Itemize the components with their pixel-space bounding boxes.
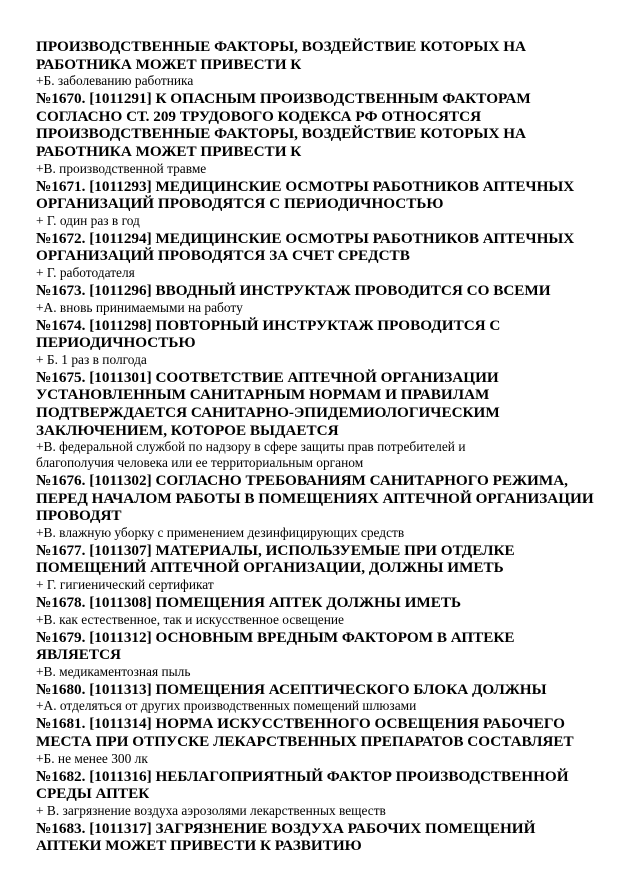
question-text: №1675. [1011301] СООТВЕТСТВИЕ АПТЕЧНОЙ ОРГАНИЗАЦИИ УСТАНОВЛЕННЫМ САНИТАРНЫМ НОРМАМ И ПРАВИЛАМ ПОДТВЕРЖДАЕТСЯ САНИТАРНО-ЭПИДЕМИОЛОГИЧЕСКИМ ЗАКЛЮЧЕНИЕМ, КОТОРОЕ ВЫДАЕТСЯ: [36, 368, 500, 439]
question-text: №1681. [1011314] НОРМА ИСКУССТВЕННОГО ОСВЕЩЕНИЯ РАБОЧЕГО МЕСТА ПРИ ОТПУСКЕ ЛЕКАРСТВЕННЫХ ПРЕПАРАТОВ СОСТАВЛЯЕТ: [36, 715, 574, 751]
answer-text: + Б. 1 раз в полгода: [36, 351, 147, 367]
answer-text: +Б. не менее 300 лк: [36, 750, 148, 766]
answer-text: +В. производственной травме: [36, 160, 207, 176]
answer-text: +В. федеральной службой по надзору в сфере защиты прав потребителей и благополучия человека или ее территориальным органом: [36, 439, 466, 471]
question-text: №1671. [1011293] МЕДИЦИНСКИЕ ОСМОТРЫ РАБОТНИКОВ АПТЕЧНЫХ ОРГАНИЗАЦИЙ ПРОВОДЯТСЯ С ПЕРИОДИЧНОСТЬЮ: [36, 177, 575, 213]
question-text: №1683. [1011317] ЗАГРЯЗНЕНИЕ ВОЗДУХА РАБОЧИХ ПОМЕЩЕНИЙ АПТЕКИ МОЖЕТ ПРИВЕСТИ К РАЗВИТИЮ: [36, 819, 536, 855]
answer-text: +В. медикаментозная пыль: [36, 663, 191, 679]
question-text: №1670. [1011291] К ОПАСНЫМ ПРОИЗВОДСТВЕННЫМ ФАКТОРАМ СОГЛАСНО СТ. 209 ТРУДОВОГО КОДЕКСА РФ ОТНОСЯТСЯ ПРОИЗВОДСТВЕННЫЕ ФАКТОРЫ, ВОЗДЕЙСТВИЕ КОТОРЫХ НА РАБОТНИКА МОЖЕТ ПРИВЕСТИ К: [36, 90, 531, 160]
question-text: №1682. [1011316] НЕБЛАГОПРИЯТНЫЙ ФАКТОР ПРОИЗВОДСТВЕННОЙ СРЕДЫ АПТЕК: [36, 767, 569, 803]
question-text: №1674. [1011298] ПОВТОРНЫЙ ИНСТРУКТАЖ ПРОВОДИТСЯ С ПЕРИОДИЧНОСТЬЮ: [36, 316, 501, 352]
question-text: №1679. [1011312] ОСНОВНЫМ ВРЕДНЫМ ФАКТОРОМ В АПТЕКЕ ЯВЛЯЕТСЯ: [36, 628, 515, 664]
question-text: №1677. [1011307] МАТЕРИАЛЫ, ИСПОЛЬЗУЕМЫЕ ПРИ ОТДЕЛКЕ ПОМЕЩЕНИЙ АПТЕЧНОЙ ОРГАНИЗАЦИИ, ДОЛЖНЫ ИМЕТЬ: [36, 541, 515, 577]
answer-text: + Г. гигиенический сертификат: [36, 577, 214, 593]
answer-text: + Г. работодателя: [36, 264, 135, 280]
question-text: №1678. [1011308] ПОМЕЩЕНИЯ АПТЕК ДОЛЖНЫ ИМЕТЬ: [36, 594, 462, 612]
answer-text: +В. как естественное, так и искусственное освещение: [36, 611, 344, 627]
answer-text: + В. загрязнение воздуха аэрозолями лекарственных веществ: [36, 802, 386, 818]
question-text: ПРОИЗВОДСТВЕННЫЕ ФАКТОРЫ, ВОЗДЕЙСТВИЕ КОТОРЫХ НА РАБОТНИКА МОЖЕТ ПРИВЕСТИ К: [36, 38, 527, 73]
answer-text: +Б. заболеванию работника: [36, 73, 194, 89]
answer-text: +В. влажную уборку с применением дезинфицирующих средств: [36, 524, 405, 540]
answer-text: + Г. один раз в год: [36, 212, 140, 228]
question-text: №1672. [1011294] МЕДИЦИНСКИЕ ОСМОТРЫ РАБОТНИКОВ АПТЕЧНЫХ ОРГАНИЗАЦИЙ ПРОВОДЯТСЯ ЗА СЧЕТ СРЕДСТВ: [36, 229, 575, 265]
answer-text: +А. отделяться от других производственных помещений шлюзами: [36, 698, 417, 714]
question-text: №1676. [1011302] СОГЛАСНО ТРЕБОВАНИЯМ САНИТАРНОГО РЕЖИМА, ПЕРЕД НАЧАЛОМ РАБОТЫ В ПОМЕЩЕНИЯХ АПТЕЧНОЙ ОРГАНИЗАЦИИ ПРОВОДЯТ: [36, 472, 594, 525]
answer-text: +А. вновь принимаемыми на работу: [36, 299, 243, 315]
question-text: №1680. [1011313] ПОМЕЩЕНИЯ АСЕПТИЧЕСКОГО БЛОКА ДОЛЖНЫ: [36, 680, 547, 698]
question-text: №1673. [1011296] ВВОДНЫЙ ИНСТРУКТАЖ ПРОВОДИТСЯ СО ВСЕМИ: [36, 281, 551, 299]
